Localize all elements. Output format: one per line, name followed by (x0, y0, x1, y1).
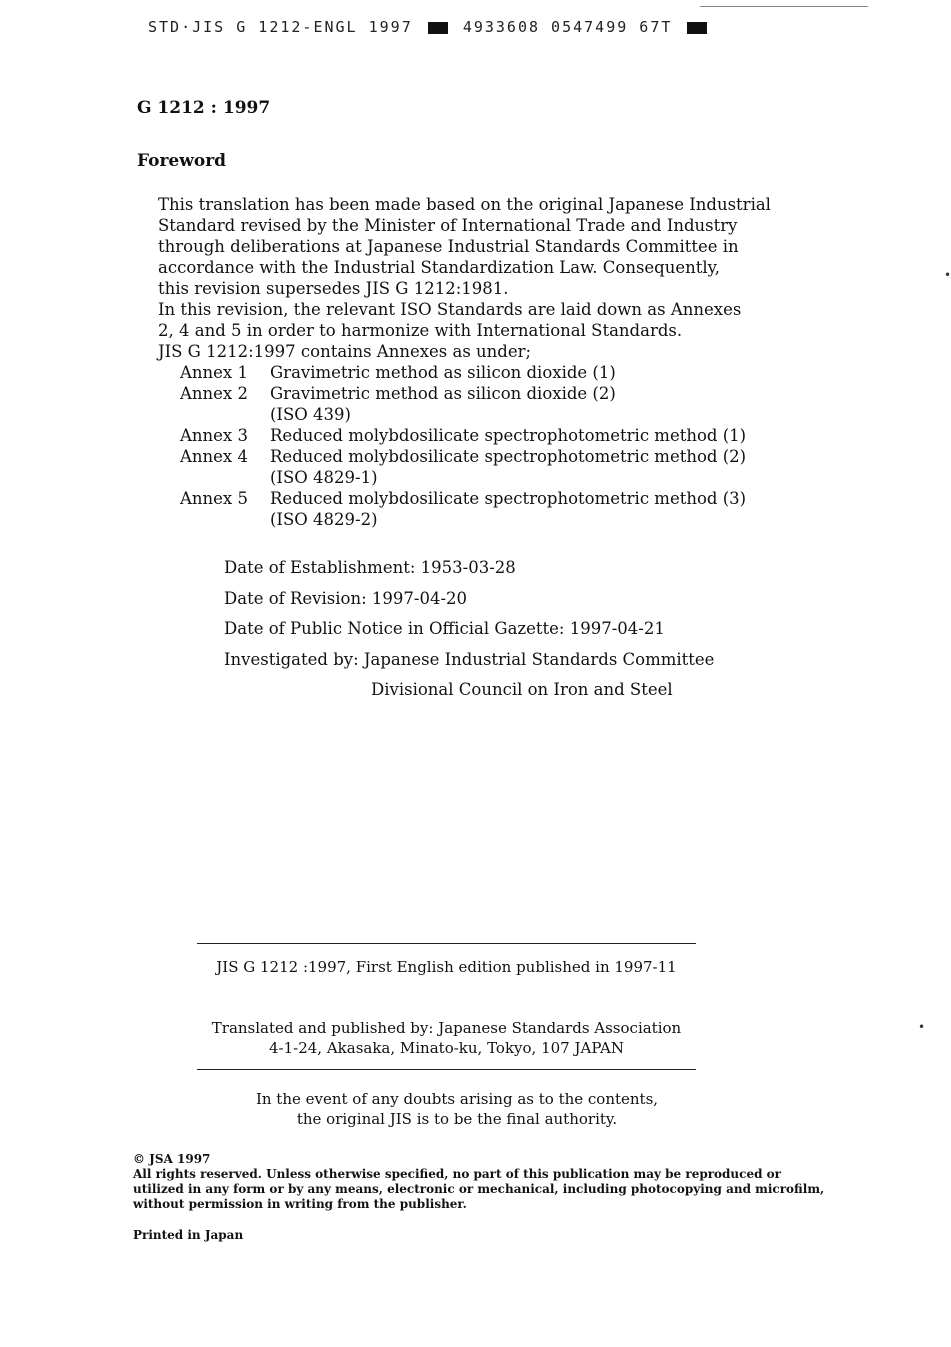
annex-label: Annex 3 (180, 426, 248, 445)
date-revision: Date of Revision: 1997-04-20 (224, 588, 468, 608)
paragraph-line: In this revision, the relevant ISO Standards are laid down as Annexes (158, 300, 742, 319)
annex-title: Gravimetric method as silicon dioxide (2) (270, 384, 616, 403)
annex-item (180, 425, 746, 446)
scan-speck: • (918, 1020, 926, 1034)
header-stamp (148, 18, 711, 36)
annex-item (180, 383, 746, 404)
copyright-notice (133, 1152, 824, 1212)
annex-title: Reduced molybdosilicate spectrophotometric method (3) (270, 489, 747, 508)
annex-item (180, 446, 746, 467)
divisional-council: Divisional Council on Iron and Steel (371, 680, 673, 699)
annex-item (180, 467, 746, 488)
annex-item (180, 509, 746, 530)
stamp-block (428, 22, 448, 34)
annex-label: Annex 2 (180, 384, 248, 403)
authority-line: the original JIS is to be the final authority. (296, 1110, 618, 1128)
publisher-info (197, 1018, 696, 1058)
copyright-line: All rights reserved. Unless otherwise specified, no part of this publication may be reproduced or (133, 1167, 781, 1181)
stamp-id: STD·JIS G 1212-ENGL 1997 (148, 18, 413, 36)
annex-ref: (ISO 439) (270, 405, 351, 424)
scan-speck: • (944, 268, 951, 282)
dates-block (224, 553, 714, 706)
annex-title: Reduced molybdosilicate spectrophotometric method (1) (270, 426, 747, 445)
annex-item (180, 488, 746, 509)
paragraph-line: Standard revised by the Minister of International Trade and Industry (158, 216, 738, 235)
annex-label: Annex 5 (180, 489, 248, 508)
publisher-line: Translated and published by: Japanese Standards Association (211, 1019, 682, 1037)
paragraph-line: JIS G 1212:1997 contains Annexes as under; (158, 342, 532, 361)
stamp-block (687, 22, 707, 34)
printed-in: Printed in Japan (133, 1228, 244, 1242)
authority-note (197, 1089, 717, 1129)
annex-ref: (ISO 4829-1) (270, 468, 378, 487)
divider (197, 943, 696, 944)
annex-label: Annex 4 (180, 447, 248, 466)
paragraph-line: through deliberations at Japanese Industrial Standards Committee in (158, 237, 739, 256)
copyright-line: without permission in writing from the publisher. (133, 1197, 467, 1211)
annex-label: Annex 1 (180, 363, 248, 382)
paragraph-line: accordance with the Industrial Standardization Law. Consequently, (158, 258, 721, 277)
foreword-heading: Foreword (137, 151, 227, 171)
annex-item (180, 404, 746, 425)
annex-list (180, 362, 746, 530)
publisher-address: 4-1-24, Akasaka, Minato-ku, Tokyo, 107 JAPAN (268, 1039, 624, 1057)
annex-title: Reduced molybdosilicate spectrophotometric method (2) (270, 447, 747, 466)
copyright-line: utilized in any form or by any means, electronic or mechanical, including photocopying and microfilm, (133, 1182, 825, 1196)
edition-info: JIS G 1212 :1997, First English edition published in 1997-11 (216, 958, 677, 976)
stamp-code: 4933608 0547499 67T (462, 18, 673, 36)
divider (197, 1069, 696, 1070)
annex-title: Gravimetric method as silicon dioxide (1) (270, 363, 616, 382)
annex-ref: (ISO 4829-2) (270, 510, 378, 529)
annex-item (180, 362, 746, 383)
page-reference: G 1212 : 1997 (137, 98, 271, 118)
paragraph-line: 2, 4 and 5 in order to harmonize with International Standards. (158, 321, 683, 340)
foreword-paragraph (158, 194, 771, 362)
date-establishment: Date of Establishment: 1953-03-28 (224, 558, 516, 577)
copyright-line: © JSA 1997 (133, 1152, 211, 1166)
paragraph-line: this revision supersedes JIS G 1212:1981. (158, 279, 509, 298)
investigated-by: Investigated by: Japanese Industrial Standards Committee (224, 649, 715, 669)
top-rule (700, 6, 868, 7)
date-public-notice: Date of Public Notice in Official Gazette: 1997-04-21 (224, 619, 665, 638)
authority-line: In the event of any doubts arising as to the contents, (255, 1090, 659, 1108)
paragraph-line: This translation has been made based on the original Japanese Industrial (158, 195, 771, 214)
